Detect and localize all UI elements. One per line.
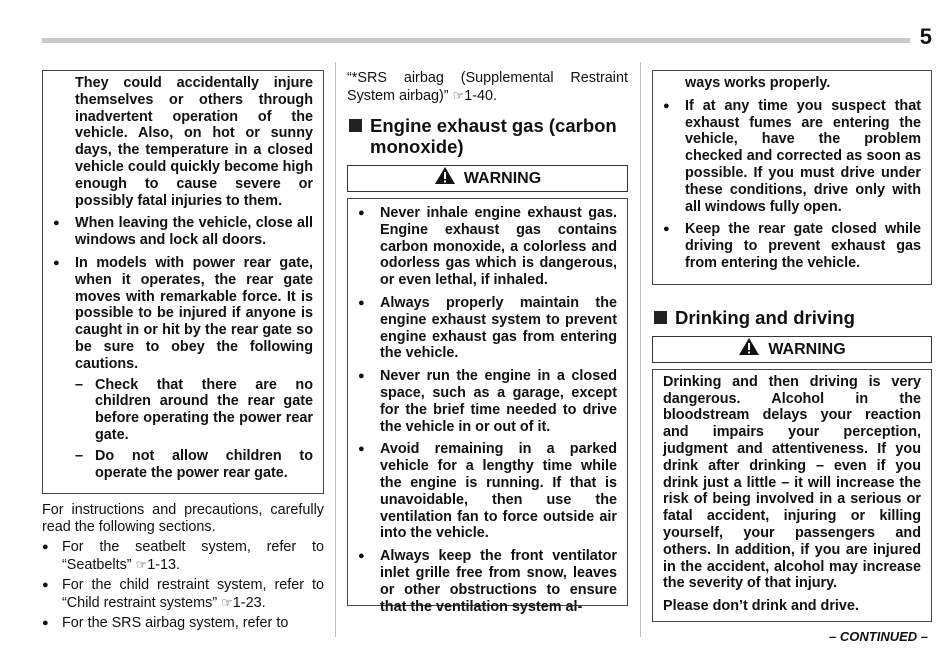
list-item: ● Avoid remaining in a parked vehicle for a lengthy time while the engine is running. If that is unavoidable, then use the ventilation fan to force outside air into the vehicle. — [358, 441, 617, 542]
list-item: ● Never inhale engine exhaust gas. Engine exhaust gas contains carbon monoxide, a colorless and odorless gas which is dangerous, or even lethal, if inhaled. — [358, 205, 617, 289]
srs-reference[interactable]: “*SRS airbag (Supplemental Restraint System airbag)” ☞1-40. — [347, 70, 628, 104]
book-reference-icon: ☞ — [221, 595, 233, 611]
list-item: ● Never run the engine in a closed space, such as a garage, except for the brief time needed to drive the vehicle in or out of it. — [358, 368, 617, 435]
column-divider — [335, 62, 336, 637]
list-item: ● Keep the rear gate closed while driving to prevent exhaust gas from entering the vehicle. — [663, 221, 921, 271]
warning-text: Drinking and then driving is very dangerous. Alcohol in the bloodstream delays your reaction and impairs your perception, judgment and attentiveness. If you drink after drinking – even if you drink just a little – it will increase the risk of being involved in a serious or fatal accident, injuring or killing yourself, your passengers and others. In addition, if you are injured in the accident, alcohol may increase the severity of that injury. — [663, 373, 921, 592]
list-item: ● Always keep the front ventilator inlet grille free from snow, leaves or other obstructions to ensure that the ventilation system al- — [358, 548, 617, 615]
warning-box — [347, 198, 628, 615]
warning-triangle-icon — [738, 337, 760, 356]
warning-banner: WARNING — [652, 336, 932, 363]
ref-item[interactable]: ● For the SRS airbag system, refer to — [42, 615, 324, 632]
warning-text-last: Please don’t drink and drive. — [663, 598, 859, 615]
warning-box-continued — [42, 70, 324, 494]
square-bullet-icon — [349, 119, 362, 132]
column-divider — [640, 62, 641, 637]
column-3 — [652, 70, 932, 622]
intro-text: For instructions and precautions, carefully read the following sections. — [42, 502, 324, 536]
box-text: They could accidentally injure themselves or others through inadvertent operation of the vehicle. Also, on hot or sunny days, the temperature in a closed vehicle could quickly become high enough to cause severe or possibly fatal injuries to them. — [75, 75, 313, 209]
square-bullet-icon — [654, 311, 667, 324]
list-item: ● If at any time you suspect that exhaust fumes are entering the vehicle, have the problem checked and corrected as soon as possible. If you must drive under these conditions, drive only with all windows fully open. — [663, 98, 921, 216]
list-item: ● In models with power rear gate, when it operates, the rear gate moves with remarkable force. It is possible to be injured if anyone is caught in or hit by the rear gate so be sure to obey the following cautions. – Check that there are no children around the rear gate before operating the power rear gate. – Do not allow children to operate the power rear gate. — [53, 255, 313, 481]
page-number: 5 — [919, 24, 932, 49]
dash-item: – Do not allow children to operate the power rear gate. — [75, 448, 313, 482]
dash-item: – Check that there are no children around the rear gate before operating the power rear gate. — [75, 377, 313, 444]
continued-label: – CONTINUED – — [829, 629, 928, 644]
list-item: ● When leaving the vehicle, close all windows and lock all doors. — [53, 215, 313, 249]
warning-banner: WARNING — [347, 165, 628, 192]
book-reference-icon: ☞ — [452, 88, 465, 103]
header-rule — [42, 38, 910, 43]
column-2 — [347, 70, 628, 615]
ref-item[interactable]: ● For the child restraint system, refer to “Child restraint systems” ☞1-23. — [42, 577, 324, 612]
section-heading: Engine exhaust gas (carbon monoxide) — [347, 115, 628, 157]
list-item: ● Always properly maintain the engine exhaust system to prevent engine exhaust gas from entering the vehicle. — [358, 295, 617, 362]
book-reference-icon: ☞ — [135, 557, 148, 573]
ref-item[interactable]: ● For the seatbelt system, refer to “Seatbelts” ☞1-13. — [42, 539, 324, 574]
warning-box — [652, 369, 932, 622]
instructions — [42, 502, 324, 632]
warning-triangle-icon — [434, 166, 456, 185]
warning-box-continued — [652, 70, 932, 285]
box-text: ways works properly. — [685, 75, 831, 91]
column-1 — [42, 70, 324, 632]
section-heading: Drinking and driving — [652, 307, 932, 328]
